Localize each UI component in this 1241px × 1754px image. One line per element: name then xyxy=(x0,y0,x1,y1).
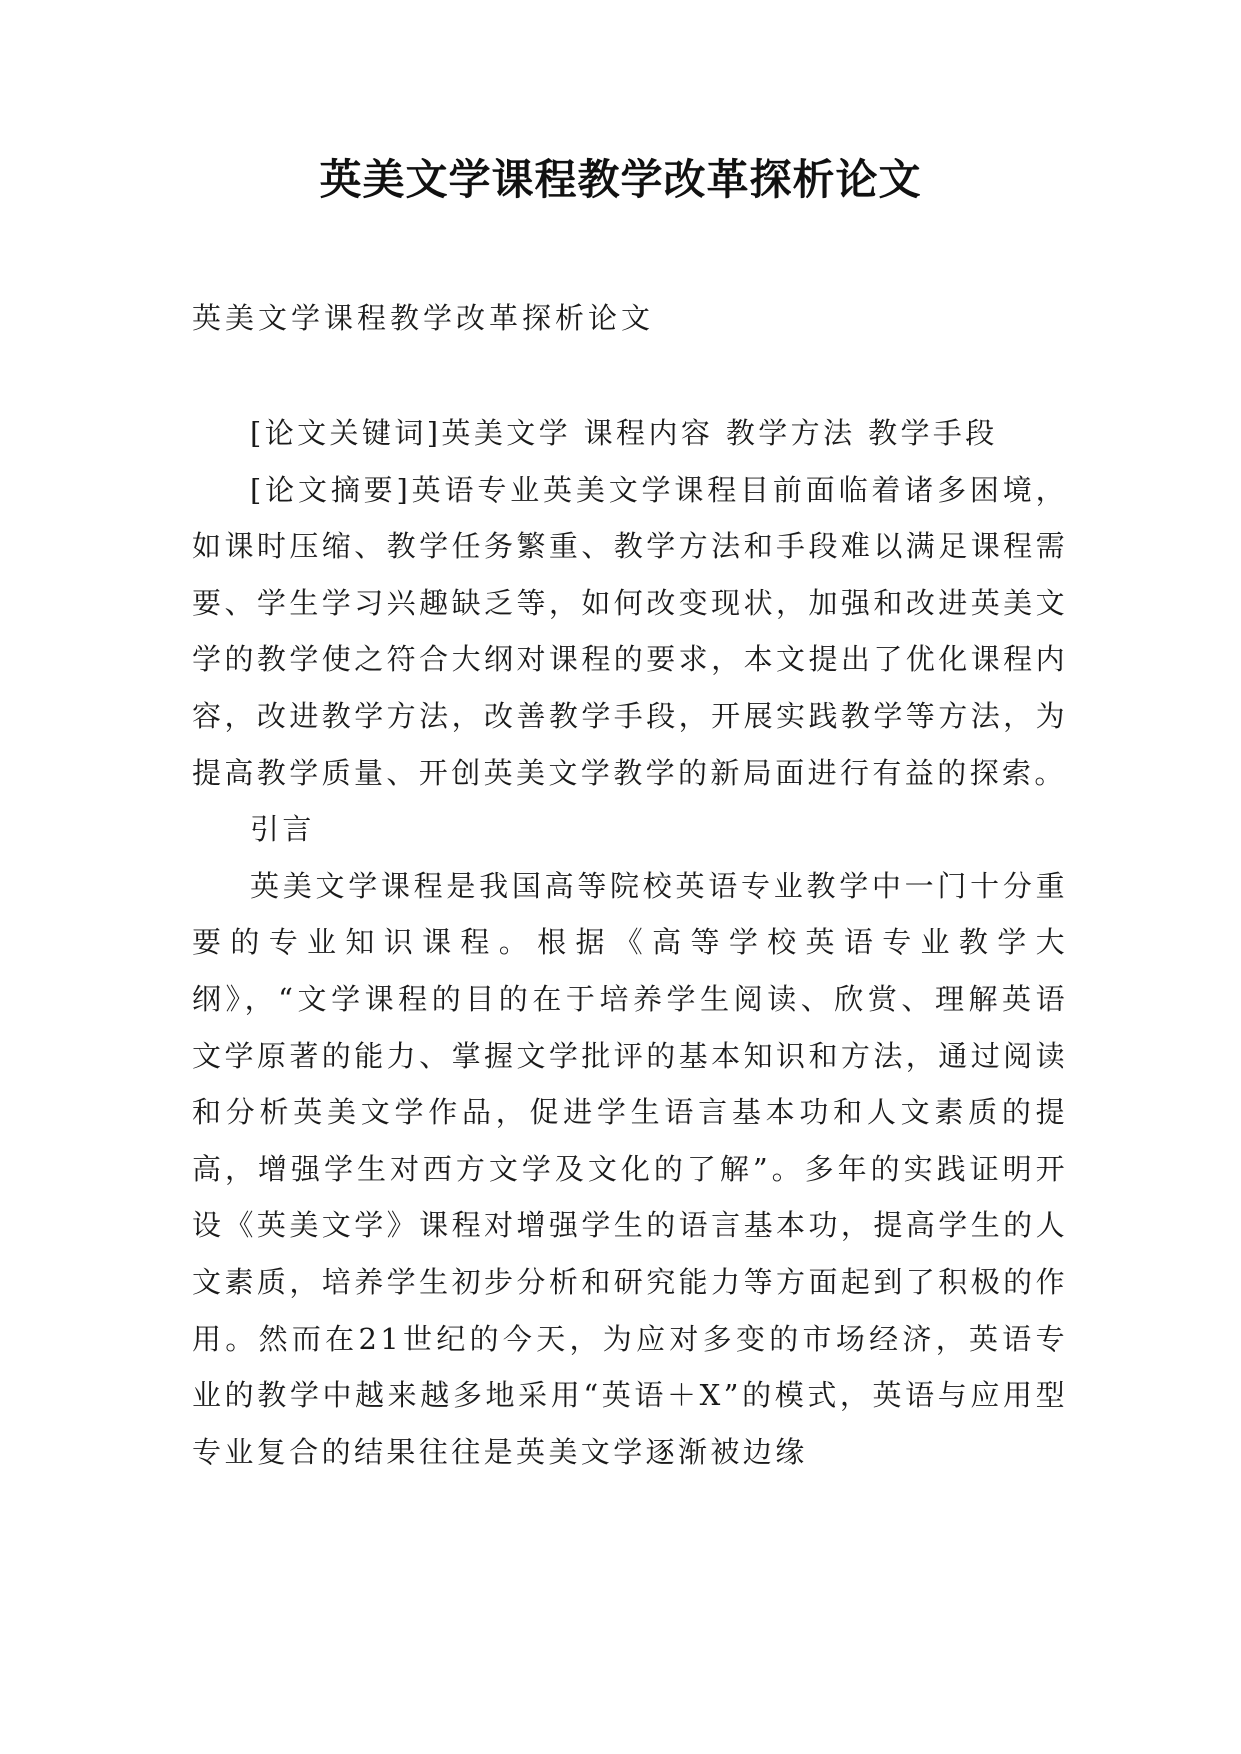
document-title: 英美文学课程教学改革探析论文 xyxy=(319,155,922,204)
intro-heading: 引言 xyxy=(250,812,315,847)
keywords-paragraph: [论文关键词]英美文学 课程内容 教学方法 教学手段 xyxy=(250,416,998,450)
intro-paragraph: 英美文学课程是我国高等院校英语专业教学中一门十分重要的专业知识课程。根据《高等学校英语专业教学大纲》，“文学课程的目的在于培养学生阅读、欣赏、理解英语文学原著的能力、掌握文学批评的基本知识和方法，通过阅读和分析英美文学作品，促进学生语言基本功和人文素质的提高，增强学生对西方文学及文化的了解”。多年的实践证明开设《英美文学》课程对增强学生的语言基本功，提高学生的人文素质，培养学生初步分析和研究能力等方面起到了积极的作用。然而在21世纪的今天，为应对多变的市场经济，英语专业的教学中越来越多地采用“英语＋X”的模式，英语与应用型专业复合的结果往往是英美文学逐渐被边缘 xyxy=(192,868,1068,1469)
document-body xyxy=(192,405,1068,1480)
document-subtitle: 英美文学课程教学改革探析论文 xyxy=(192,301,655,335)
abstract-paragraph: [论文摘要]英语专业英美文学课程目前面临着诸多困境，如课时压缩、教学任务繁重、教学方法和手段难以满足课程需要、学生学习兴趣缺乏等，如何改变现状，加强和改进英美文学的教学使之符合大纲对课程的要求，本文提出了优化课程内容，改进教学方法，改善教学手段，开展实践教学等方法，为提高教学质量、开创英美文学教学的新局面进行有益的探索。 xyxy=(192,472,1068,790)
